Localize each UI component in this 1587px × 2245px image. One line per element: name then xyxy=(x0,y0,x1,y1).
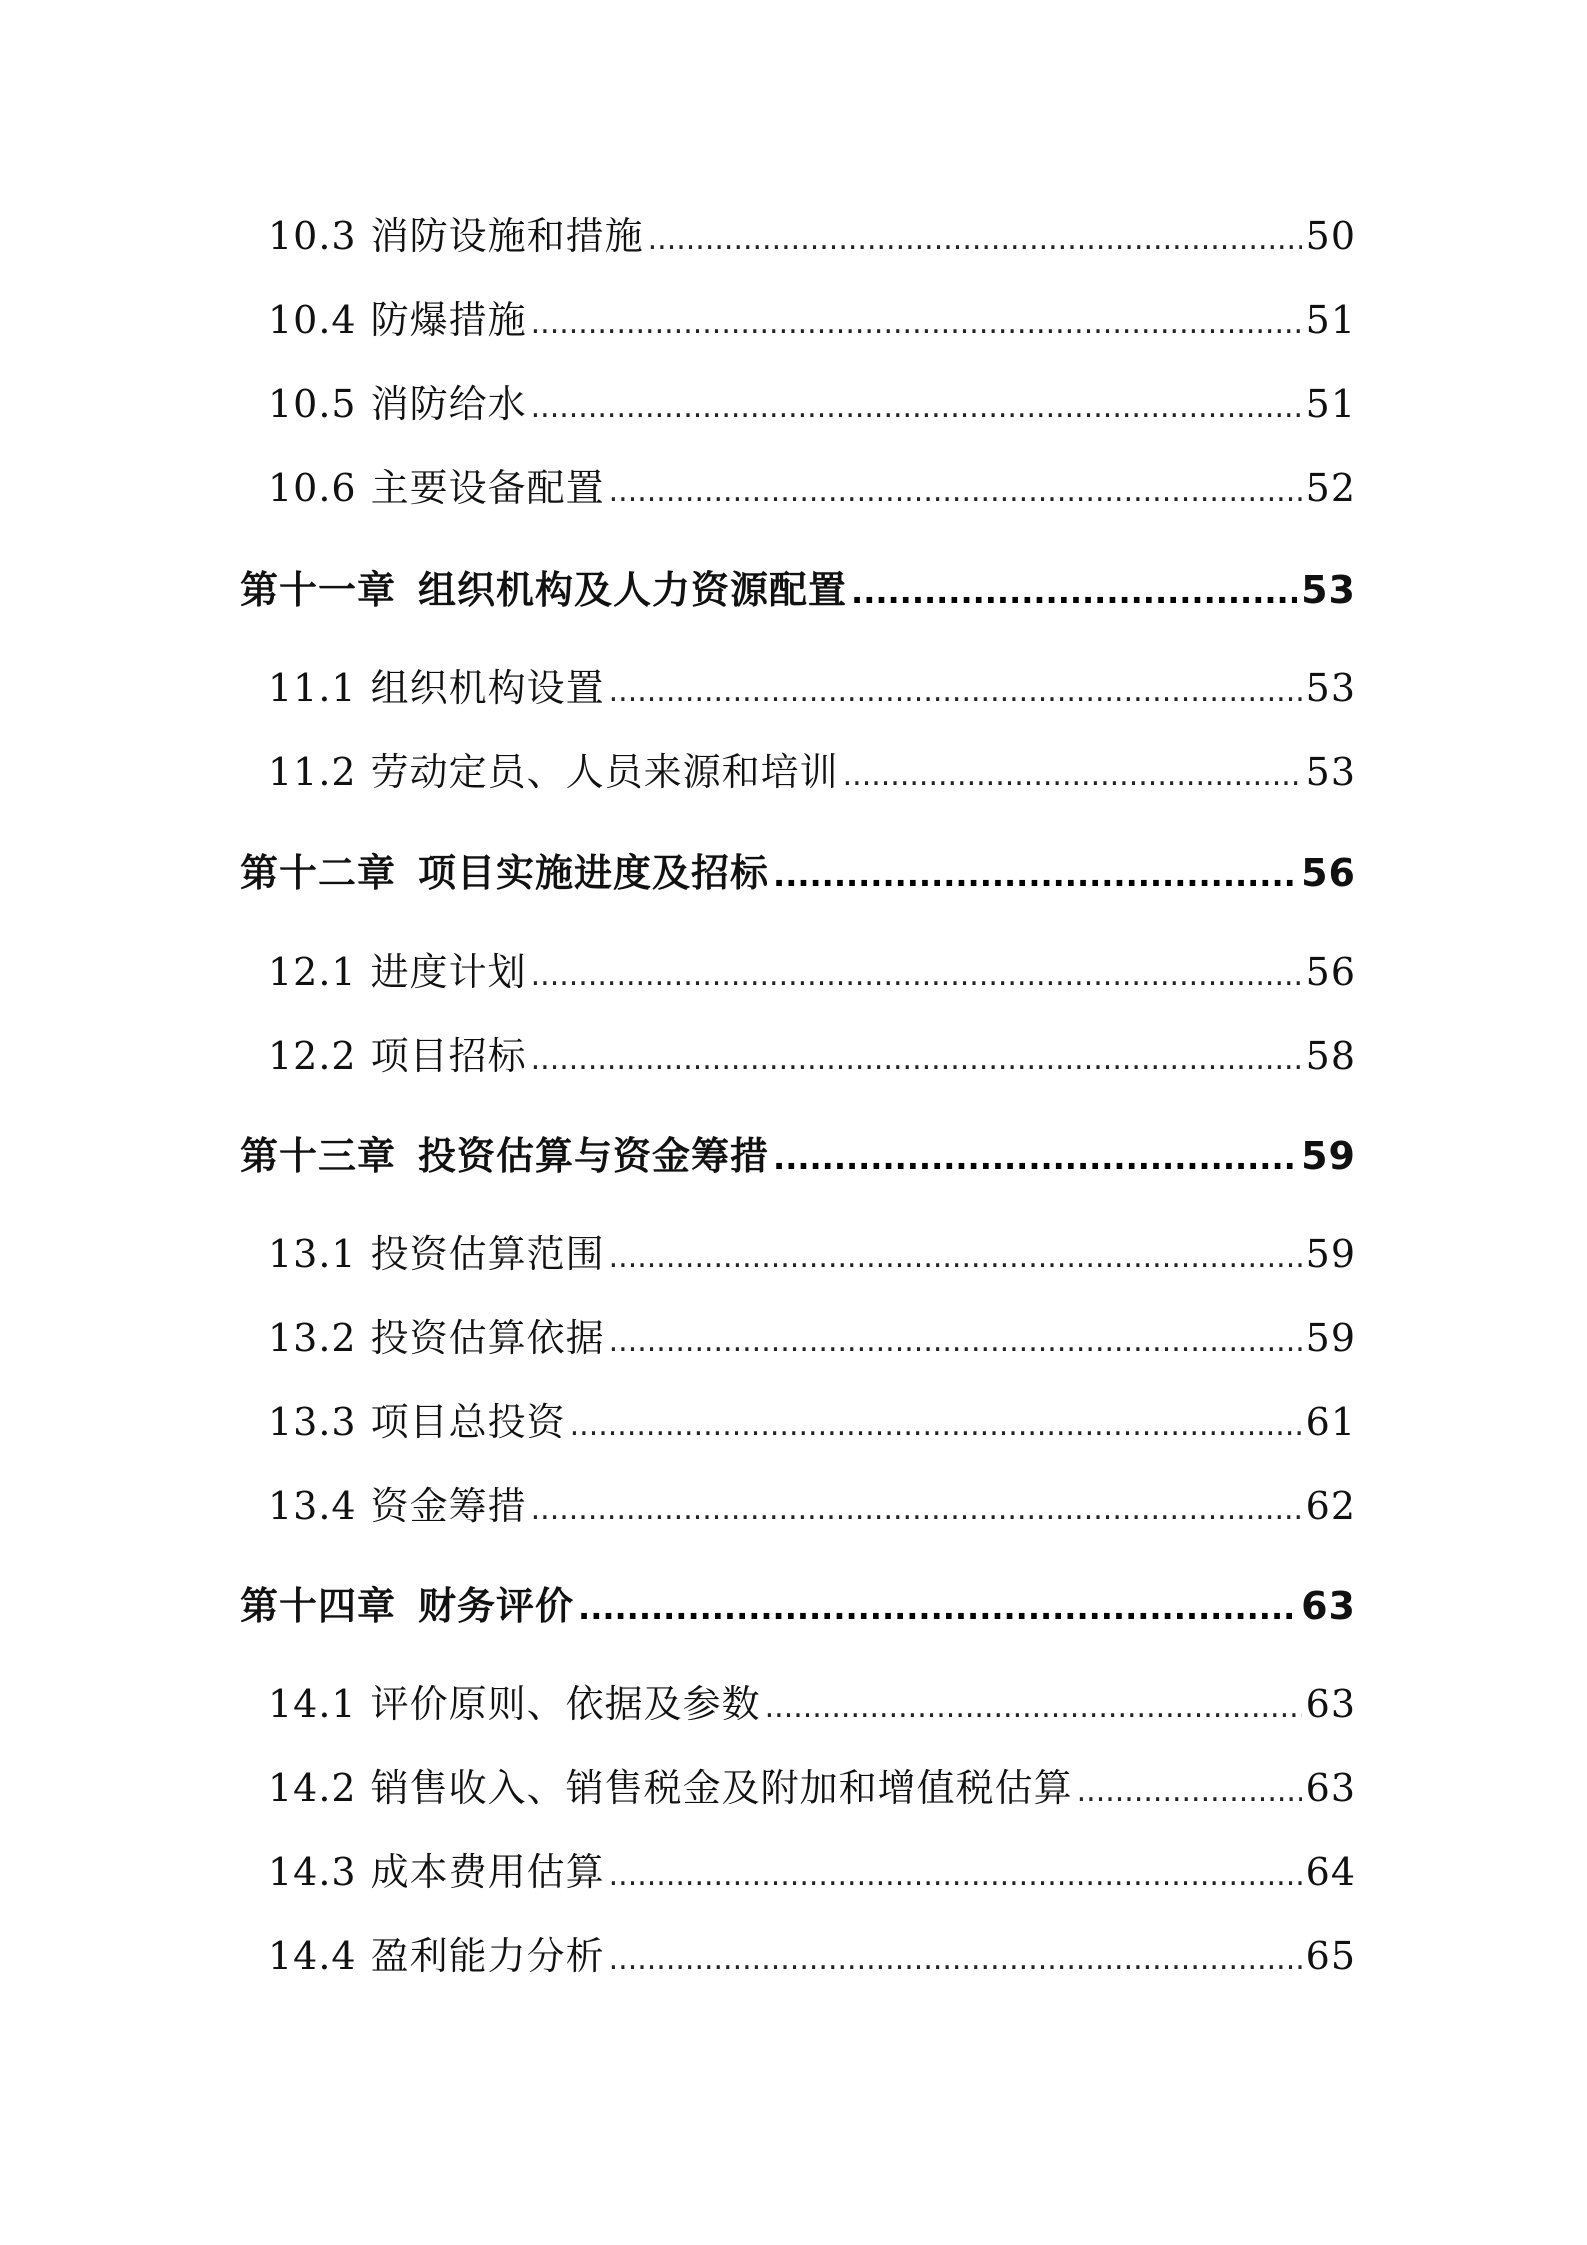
toc-entry-14-2[interactable] xyxy=(268,1757,1356,1817)
toc-entry-11-2[interactable] xyxy=(268,741,1356,801)
chapter-title: 项目实施进度及招标 xyxy=(418,851,770,895)
section-title: 劳动定员、人员来源和培训 xyxy=(370,750,839,794)
section-title: 进度计划 xyxy=(370,950,527,994)
page-number: 53 xyxy=(1301,568,1356,612)
page-number: 62 xyxy=(1305,1484,1356,1528)
section-number: 13.4 xyxy=(268,1484,357,1528)
page-number: 58 xyxy=(1305,1034,1356,1078)
dot-leader xyxy=(851,573,1297,611)
section-title: 投资估算范围 xyxy=(370,1232,605,1276)
dot-leader xyxy=(609,1858,1302,1893)
section-number: 13.1 xyxy=(268,1232,357,1276)
page-number: 51 xyxy=(1305,298,1356,342)
toc-entry-10-6[interactable] xyxy=(268,457,1356,517)
chapter-number: 第十一章 xyxy=(240,568,397,612)
dot-leader xyxy=(773,1139,1297,1177)
dot-leader xyxy=(843,758,1302,793)
toc-entry-10-4[interactable] xyxy=(268,289,1356,349)
chapter-title: 投资估算与资金筹措 xyxy=(418,1134,770,1178)
toc-entry-14-4[interactable] xyxy=(268,1925,1356,1985)
toc-entry-13-1[interactable] xyxy=(268,1223,1356,1283)
dot-leader xyxy=(765,1690,1302,1725)
section-title: 资金筹措 xyxy=(370,1484,527,1528)
toc-entry-12-1[interactable] xyxy=(268,941,1356,1001)
dot-leader xyxy=(773,856,1297,894)
toc-chapter-13[interactable] xyxy=(240,1125,1356,1185)
toc-entry-10-5[interactable] xyxy=(268,373,1356,433)
toc-entry-13-4[interactable] xyxy=(268,1475,1356,1535)
dot-leader xyxy=(609,1240,1302,1275)
section-title: 项目招标 xyxy=(370,1034,527,1078)
section-title: 销售收入、销售税金及附加和增值税估算 xyxy=(370,1766,1073,1810)
section-number: 13.2 xyxy=(268,1316,357,1360)
dot-leader xyxy=(648,222,1302,257)
section-title: 组织机构设置 xyxy=(370,666,605,710)
toc-entry-10-3[interactable] xyxy=(268,205,1356,265)
section-number: 10.5 xyxy=(268,382,357,426)
page-number: 56 xyxy=(1301,851,1356,895)
dot-leader xyxy=(578,1589,1297,1627)
section-number: 14.1 xyxy=(268,1682,357,1726)
toc-entry-12-2[interactable] xyxy=(268,1025,1356,1085)
section-title: 盈利能力分析 xyxy=(370,1934,605,1978)
page-number: 64 xyxy=(1305,1850,1356,1894)
section-number: 12.1 xyxy=(268,950,357,994)
chapter-title: 财务评价 xyxy=(418,1584,575,1628)
page-number: 63 xyxy=(1301,1584,1356,1628)
toc-entry-13-2[interactable] xyxy=(268,1307,1356,1367)
section-number: 10.3 xyxy=(268,214,357,258)
chapter-number: 第十四章 xyxy=(240,1584,397,1628)
section-title: 投资估算依据 xyxy=(370,1316,605,1360)
toc-entry-11-1[interactable] xyxy=(268,657,1356,717)
dot-leader xyxy=(609,1942,1302,1977)
dot-leader xyxy=(531,1492,1302,1527)
section-title: 消防给水 xyxy=(370,382,527,426)
toc-chapter-11[interactable] xyxy=(240,559,1356,619)
toc-chapter-14[interactable] xyxy=(240,1575,1356,1635)
dot-leader xyxy=(531,958,1302,993)
section-number: 13.3 xyxy=(268,1400,357,1444)
toc-entry-13-3[interactable] xyxy=(268,1391,1356,1451)
dot-leader xyxy=(531,1042,1302,1077)
page-number: 65 xyxy=(1305,1934,1356,1978)
section-number: 14.3 xyxy=(268,1850,357,1894)
page-number: 59 xyxy=(1305,1232,1356,1276)
page-number: 53 xyxy=(1305,750,1356,794)
dot-leader xyxy=(1077,1774,1302,1809)
toc-chapter-12[interactable] xyxy=(240,842,1356,902)
page-number: 56 xyxy=(1305,950,1356,994)
section-title: 成本费用估算 xyxy=(370,1850,605,1894)
page-number: 53 xyxy=(1305,666,1356,710)
section-number: 10.4 xyxy=(268,298,357,342)
toc-entry-14-3[interactable] xyxy=(268,1841,1356,1901)
page-number: 59 xyxy=(1301,1134,1356,1178)
section-number: 14.4 xyxy=(268,1934,357,1978)
dot-leader xyxy=(609,674,1302,709)
section-number: 10.6 xyxy=(268,466,357,510)
section-number: 11.1 xyxy=(268,666,357,710)
page-number: 51 xyxy=(1305,382,1356,426)
section-number: 12.2 xyxy=(268,1034,357,1078)
chapter-number: 第十三章 xyxy=(240,1134,397,1178)
section-title: 消防设施和措施 xyxy=(370,214,644,258)
page-number: 63 xyxy=(1305,1682,1356,1726)
section-number: 11.2 xyxy=(268,750,357,794)
page-number: 52 xyxy=(1305,466,1356,510)
chapter-title: 组织机构及人力资源配置 xyxy=(418,568,848,612)
section-title: 防爆措施 xyxy=(370,298,527,342)
dot-leader xyxy=(609,474,1302,509)
dot-leader xyxy=(609,1324,1302,1359)
page-number: 63 xyxy=(1305,1766,1356,1810)
toc-entry-14-1[interactable] xyxy=(268,1673,1356,1733)
page-number: 50 xyxy=(1305,214,1356,258)
section-title: 项目总投资 xyxy=(370,1400,566,1444)
dot-leader xyxy=(531,390,1302,425)
section-title: 评价原则、依据及参数 xyxy=(370,1682,761,1726)
chapter-number: 第十二章 xyxy=(240,851,397,895)
section-title: 主要设备配置 xyxy=(370,466,605,510)
dot-leader xyxy=(570,1408,1302,1443)
section-number: 14.2 xyxy=(268,1766,357,1810)
page-number: 61 xyxy=(1305,1400,1356,1444)
page-number: 59 xyxy=(1305,1316,1356,1360)
dot-leader xyxy=(531,306,1302,341)
